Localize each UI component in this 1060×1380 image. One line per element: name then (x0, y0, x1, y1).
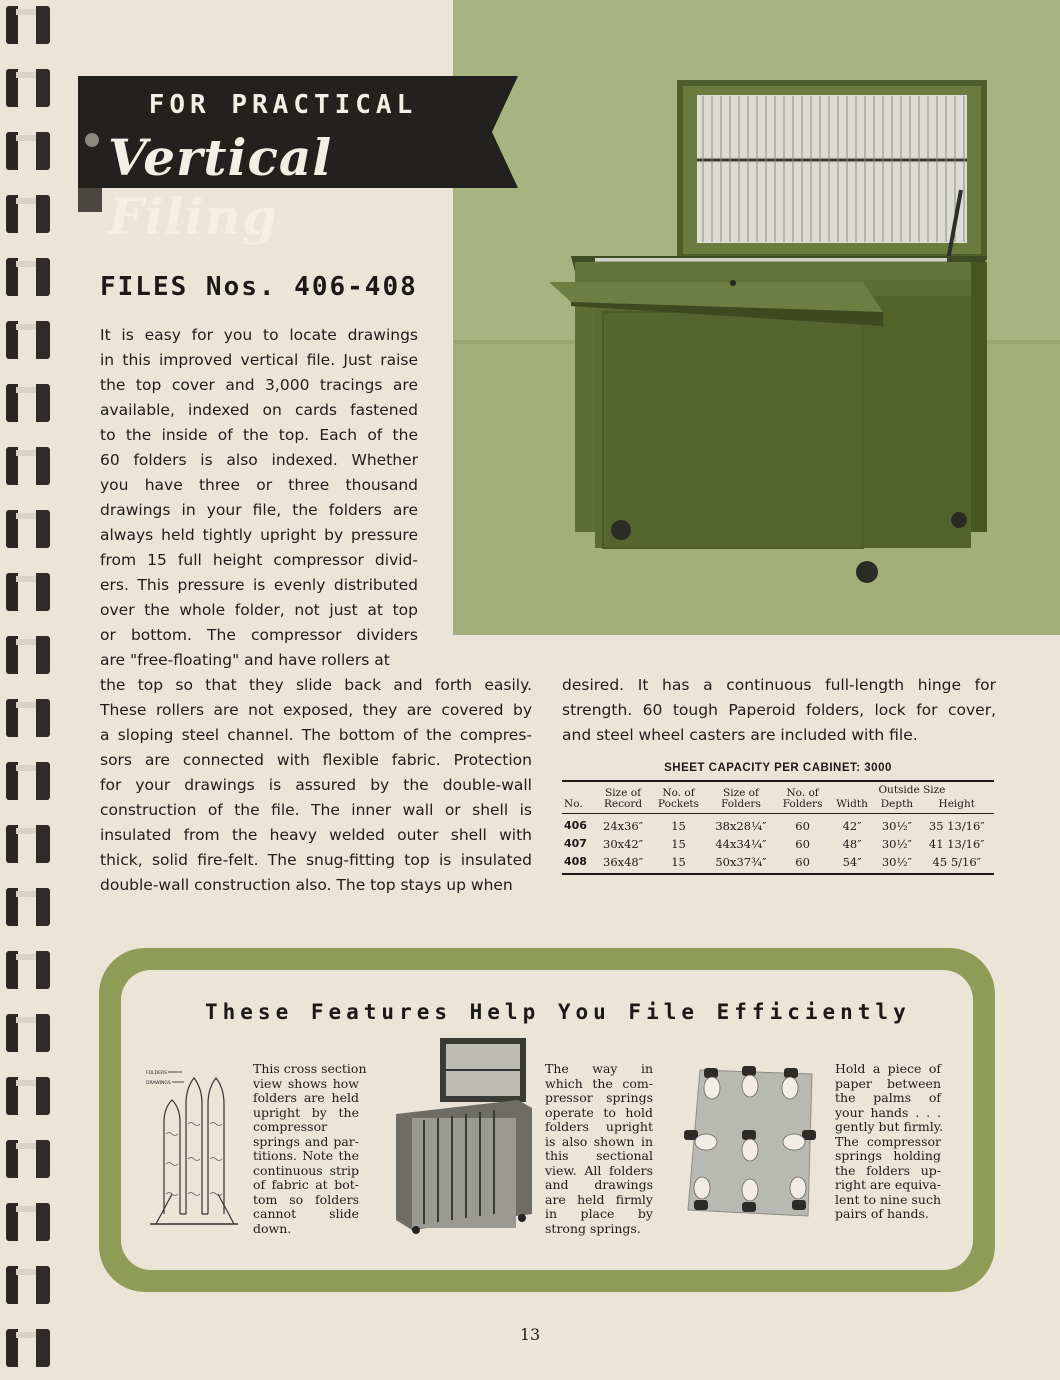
binding-ring (6, 6, 50, 44)
cell-height: 41 13/16″ (928, 837, 985, 851)
col-header-outside-size: Outside Size (830, 781, 994, 796)
cell-folders: 60 (775, 853, 829, 874)
product-photo-panel (453, 0, 1060, 635)
table-row (562, 853, 994, 874)
binding-ring (6, 573, 50, 611)
binding-ring (6, 510, 50, 548)
text-line: pairs of hands. (835, 1206, 929, 1221)
text-line: you have three or three thousand (100, 476, 418, 494)
filing-cabinet-illustration (453, 0, 1060, 635)
text-line: It is easy for you to locate drawings (100, 326, 418, 344)
text-line: upright by the (253, 1104, 359, 1120)
intro-text (100, 323, 418, 673)
text-line: construction of the file. The inner wall or shell is (100, 801, 532, 819)
text-line: paper between (835, 1075, 941, 1091)
binding-ring (6, 132, 50, 170)
col-header-size-folders: Size of Folders (707, 781, 776, 814)
text-line: double-wall construction also. The top stays up when (100, 876, 513, 894)
binding-ring (6, 888, 50, 926)
right-column-text (562, 673, 996, 748)
text-line: available, indexed on cards fastened (100, 401, 418, 419)
binding-ring (6, 69, 50, 107)
binding-ring (6, 384, 50, 422)
cell-width: 42″ (842, 819, 862, 833)
cell-no: 406 (564, 819, 587, 832)
text-line: gently but firmly. (835, 1119, 944, 1134)
text-line: over the whole folder, not just at top (100, 601, 418, 619)
features-title: These Features Help You File Efficiently (205, 1000, 911, 1024)
binding-ring (6, 1266, 50, 1304)
cell-folders_size: 50x37¾″ (707, 853, 776, 874)
cell-width: 48″ (842, 837, 862, 851)
text-line: These rollers are not exposed, they are covered by (100, 701, 532, 719)
text-line: ers. This pressure is evenly distributed (100, 576, 418, 594)
binding-ring (6, 321, 50, 359)
text-line: is also shown in (545, 1133, 653, 1149)
cell-width: 54″ (830, 853, 874, 874)
cell-height: 35 13/16″ (928, 819, 985, 833)
binding-ring (6, 825, 50, 863)
text-line: titions. Note the (253, 1148, 359, 1163)
text-line: view. All folders (545, 1162, 653, 1178)
diagram-label-drawings: DRAWINGS (146, 1081, 171, 1086)
text-line: are held firmly (545, 1191, 653, 1207)
text-line: strong springs. (545, 1220, 641, 1236)
title-banner (78, 76, 518, 246)
text-line: and steel wheel casters are included with file. (562, 726, 918, 744)
cell-pockets: 15 (671, 819, 686, 833)
text-line: compressor (253, 1119, 328, 1134)
sectional-cabinet-illustration (382, 1034, 542, 1234)
text-line: in place by (545, 1206, 653, 1221)
text-line: operate to hold (545, 1104, 653, 1120)
cell-folders_size: 44x34¼″ (715, 837, 767, 851)
cell-folders: 60 (795, 819, 810, 833)
text-line: Hold a piece of (835, 1061, 941, 1076)
binding-ring (6, 636, 50, 674)
text-line: the top so that they slide back and forth easily. (100, 676, 532, 694)
text-line: thick, solid fire-felt. The snug-fitting top is insulated (100, 851, 532, 869)
text-line: always held tightly upright by pressure (100, 526, 418, 544)
capacity-table (562, 762, 994, 875)
binding-ring (6, 951, 50, 989)
text-line: This cross section (253, 1061, 367, 1076)
binding-ring (6, 762, 50, 800)
text-line: The way in (545, 1061, 653, 1076)
text-line: of fabric at bot- (253, 1177, 359, 1192)
cell-pockets: 15 (671, 837, 686, 851)
text-line: right are equiva- (835, 1177, 942, 1192)
text-line: tom so folders (253, 1191, 359, 1207)
text-line: this sectional (545, 1148, 653, 1163)
text-line: drawings in your file, the folders are (100, 501, 418, 519)
table-row (562, 814, 994, 836)
table-row (562, 835, 994, 853)
text-line: springs and par- (253, 1133, 359, 1149)
text-line: The compressor (835, 1133, 941, 1149)
col-header-size-record: Size of Record (596, 781, 651, 814)
text-line: or bottom. The compressor dividers (100, 626, 418, 644)
lower-left-text (100, 673, 532, 898)
hands-holding-paper-illustration (680, 1064, 820, 1224)
text-line: lent to nine such (835, 1191, 941, 1207)
capacity-table-title: SHEET CAPACITY PER CABINET: 3000 (664, 762, 892, 774)
text-line: strength. 60 tough Paperoid folders, lock for cover, (562, 701, 996, 719)
text-line: down. (253, 1220, 292, 1236)
banner-line1: FOR PRACTICAL (148, 90, 418, 120)
binding-ring (6, 699, 50, 737)
cell-pockets: 15 (650, 853, 706, 874)
cell-folders: 60 (795, 837, 810, 851)
text-line: the folders up- (835, 1162, 941, 1178)
text-line: which the com- (545, 1075, 653, 1091)
cell-no: 408 (562, 853, 596, 874)
cross-section-diagram (142, 1064, 242, 1234)
text-line: to the inside of the top. Each of the (100, 426, 418, 444)
text-line: and drawings (545, 1177, 653, 1192)
binding-ring (6, 1140, 50, 1178)
text-line: insulated from the heavy welded outer shell with (100, 826, 532, 844)
cell-record: 30x42″ (603, 837, 644, 851)
text-line: desired. It has a continuous full-length hinge for (562, 676, 996, 694)
text-line: the top cover and 3,000 tracings are (100, 376, 418, 394)
banner-line2: Vertical Filing (108, 128, 333, 246)
text-line: 60 folders is also indexed. Whether (100, 451, 418, 469)
col-header-height: Height (920, 796, 994, 814)
text-line: are "free-floating" and have rollers at (100, 651, 390, 669)
col-header-depth: Depth (874, 796, 919, 814)
col-header-width: Width (830, 796, 874, 814)
text-line: for your drawings is assured by the double-wall (100, 776, 532, 794)
cell-depth: 30½″ (881, 819, 912, 833)
spiral-binding (0, 0, 70, 1380)
diagram-label-folders: FOLDERS (146, 1071, 167, 1076)
text-line: from 15 full height compressor divid- (100, 551, 418, 569)
cell-depth: 30½″ (881, 837, 912, 851)
cell-depth: 30½″ (874, 853, 919, 874)
page-number: 13 (519, 1325, 541, 1344)
text-line: folders are held (253, 1090, 359, 1105)
binding-ring (6, 258, 50, 296)
text-line: pressor springs (545, 1090, 653, 1105)
text-line: a sloping steel channel. The bottom of the compres- (100, 726, 532, 744)
cell-folders_size: 38x28¼″ (715, 819, 767, 833)
text-line: folders upright (545, 1119, 653, 1134)
binding-ring (6, 1203, 50, 1241)
binding-ring (6, 1014, 50, 1052)
text-line: cannot slide (253, 1206, 359, 1221)
text-line: sors are connected with flexible fabric. Protection (100, 751, 532, 769)
feature-caption-2 (545, 1062, 653, 1236)
text-line: in this improved vertical file. Just raise (100, 351, 418, 369)
page-heading: FILES Nos. 406-408 (100, 272, 418, 302)
text-line: springs holding (835, 1148, 941, 1163)
text-line: your hands . . . (835, 1104, 941, 1120)
cell-height: 45 5/16″ (920, 853, 994, 874)
cell-record: 24x36″ (603, 819, 644, 833)
text-line: the palms of (835, 1090, 941, 1105)
cell-record: 36x48″ (596, 853, 651, 874)
text-line: view shows how (253, 1075, 359, 1091)
text-line: continuous strip (253, 1162, 359, 1178)
cell-no: 407 (564, 837, 587, 850)
binding-ring (6, 1077, 50, 1115)
feature-caption-3 (835, 1061, 944, 1222)
col-header-no: No. (562, 781, 596, 814)
binding-ring (6, 195, 50, 233)
feature-caption-1 (253, 1061, 367, 1236)
col-header-num-folders: No. of Folders (775, 781, 829, 814)
col-header-pockets: No. of Pockets (650, 781, 706, 814)
binding-ring (6, 447, 50, 485)
